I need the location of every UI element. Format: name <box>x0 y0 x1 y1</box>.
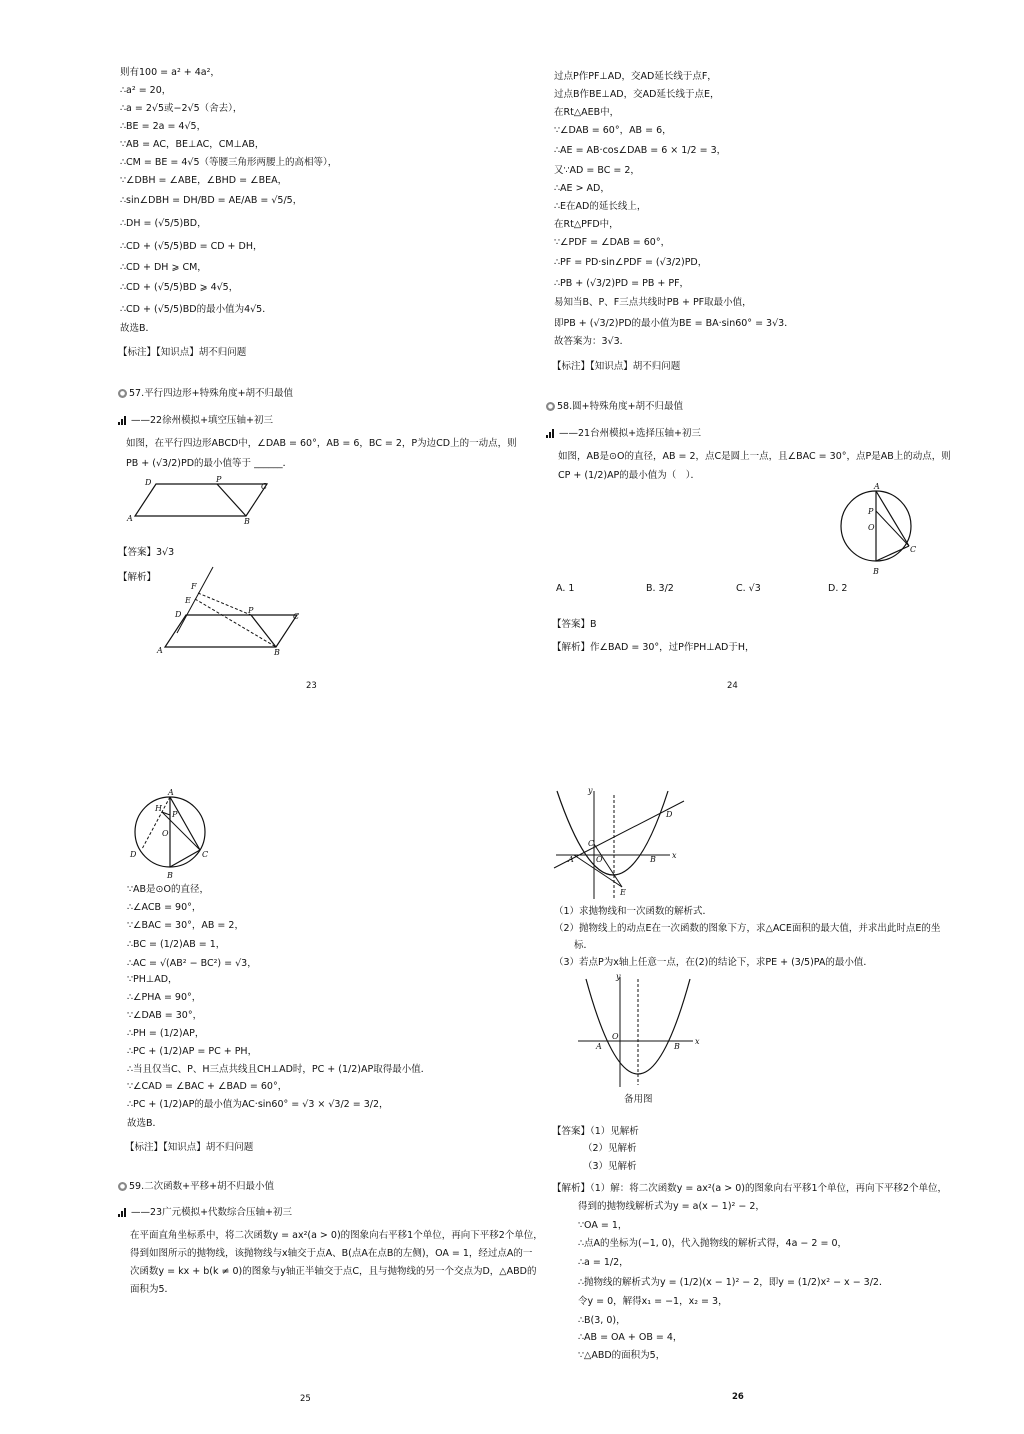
parabola-figure <box>552 786 692 901</box>
solution-line: ∴PC + (1/2)AP = PC + PH， <box>127 1046 258 1057</box>
solution-line: ∵AB是⊙O的直径， <box>127 884 209 895</box>
label-a: A <box>874 482 880 491</box>
answer-label: 【答案】（1）见解析 <box>552 1126 639 1137</box>
label-o: O <box>612 1032 619 1041</box>
solution-line: 在Rt△PFD中， <box>554 219 619 230</box>
parabola-backup-figure <box>578 972 703 1087</box>
label-a: A <box>127 514 133 523</box>
answer-label: 【答案】3√3 <box>118 547 175 558</box>
answer-label: 【答案】B <box>552 619 597 630</box>
solution-line: ∵∠DBH = ∠ABE，∠BHD = ∠BEA， <box>120 175 288 186</box>
bulb-icon: ● <box>547 403 554 410</box>
label-a: A <box>568 855 574 864</box>
solution-line: ∵∠DAB = 60°，AB = 6， <box>554 125 672 136</box>
label-h: H <box>155 804 162 813</box>
problem-text: 如图，AB是⊙O的直径，AB = 2，点C是圆上一点，且∠BAC = 30°，点P是AB上的动点，则 <box>558 451 951 462</box>
label-o: O <box>868 523 875 532</box>
solution-line: ∴CD + (√5/5)BD ⩾ 4√5， <box>120 282 239 293</box>
solution-line: 过点B作BE⊥AD，交AD延长线于点E， <box>554 89 720 100</box>
option-b: B. 3/2 <box>646 583 674 594</box>
label-y: y <box>616 972 621 981</box>
analysis-line: ∴抛物线的解析式为y = (1/2)(x − 1)² − 2，即y = (1/2)x² − x − 3/2． <box>578 1277 889 1288</box>
question-line: （3）若点P为x轴上任意一点，在(2)的结论下，求PE + (3/5)PA的最小值． <box>554 957 873 968</box>
label-c: C <box>910 545 917 554</box>
label-a: A <box>168 788 174 797</box>
solution-line: ∴CD + DH ⩾ CM， <box>120 262 207 273</box>
solution-line: ∴AE > AD， <box>554 183 610 194</box>
solution-line: ∵AB = AC，BE⊥AC，CM⊥AB， <box>120 139 265 150</box>
problem-text: 得到如图所示的抛物线，该抛物线与x轴交于点A、B(点A在点B的左侧)，OA = 1，经过点A的一 <box>130 1248 533 1259</box>
solution-line: 又∵AD = BC = 2， <box>554 165 640 176</box>
circle-solution-figure <box>128 787 218 880</box>
solution-line: ∵PH⊥AD， <box>127 974 178 985</box>
analysis-line: ∴点A的坐标为(−1, 0)，代入抛物线的解析式得，4a − 2 = 0， <box>578 1238 847 1249</box>
analysis-line: 得到的抛物线解析式为y = a(x − 1)² − 2， <box>578 1201 765 1212</box>
question-line: 标． <box>574 940 594 951</box>
question-line: （1）求抛物线和一次函数的解析式． <box>554 906 713 917</box>
solution-line: 故选B． <box>120 323 156 334</box>
label-c: C <box>261 482 268 491</box>
label-c: C <box>202 850 209 859</box>
solution-line: 故答案为：3√3． <box>554 336 630 347</box>
problem-text: 面积为5． <box>130 1284 175 1295</box>
label-a: A <box>157 646 163 655</box>
solution-line: 过点P作PF⊥AD，交AD延长线于点F， <box>554 71 717 82</box>
label-c: C <box>293 612 300 621</box>
option-c: C. √3 <box>736 583 761 594</box>
bar-signal-icon <box>546 429 555 438</box>
solution-line: ∴CD + (√5/5)BD的最小值为4√5． <box>120 304 272 315</box>
analysis-line: ∵△ABD的面积为5， <box>578 1350 666 1361</box>
solution-line: ∴AE = AB·cos∠DAB = 6 × 1/2 = 3， <box>554 145 727 156</box>
problem-source: ——23广元模拟+代数综合压轴+初三 <box>118 1206 292 1219</box>
page-number: 24 <box>727 681 738 691</box>
solution-line: ∴当且仅当C、P、H三点共线且CH⊥AD时，PC + (1/2)AP取得最小值． <box>127 1064 431 1075</box>
label-o: O <box>162 829 169 838</box>
figure-caption: 备用图 <box>624 1094 653 1105</box>
analysis-line: ∴AB = OA + OB = 4， <box>578 1332 683 1343</box>
solution-line: ∴a² = 20， <box>120 85 172 96</box>
page-23 <box>0 0 517 700</box>
solution-line: ∴CD + (√5/5)BD = CD + DH， <box>120 241 263 252</box>
label-b: B <box>650 855 656 864</box>
solution-line: ∴PB + (√3/2)PD = PB + PF， <box>554 278 690 289</box>
label-a: A <box>596 1042 602 1051</box>
label-e: E <box>185 596 191 605</box>
solution-line: ∴PF = PD·sin∠PDF = (√3/2)PD， <box>554 257 708 268</box>
problem-text: 次函数y = kx + b(k ≠ 0)的图象与y轴正半轴交于点C，且与抛物线的另一个交点为D，△ABD的 <box>130 1266 537 1277</box>
problem-source: ——21台州模拟+选择压轴+初三 <box>546 427 701 440</box>
answer-item: （3）见解析 <box>583 1161 637 1172</box>
problem-source: ——22徐州模拟+填空压轴+初三 <box>118 414 273 427</box>
note-label: 【标注】【知识点】胡不归问题 <box>118 347 247 358</box>
label-d: D <box>175 610 182 619</box>
problem-text: 如图，在平行四边形ABCD中，∠DAB = 60°，AB = 6，BC = 2，P为边CD上的一动点，则 <box>126 438 517 449</box>
analysis-line: 令y = 0，解得x₁ = −1，x₂ = 3， <box>578 1296 728 1307</box>
solution-line: ∴AC = √(AB² − BC²) = √3， <box>127 958 257 969</box>
question-line: （2）抛物线上的动点E在一次函数的图象下方，求△ACE面积的最大值，并求出此时点E的坐 <box>554 923 941 934</box>
solution-line: ∴E在AD的延长线上， <box>554 201 647 212</box>
solution-line: ∵∠DAB = 30°， <box>127 1010 203 1021</box>
label-p: P <box>868 507 874 516</box>
problem-text: PB + (√3/2)PD的最小值等于 ______． <box>126 458 293 469</box>
page-number: 23 <box>306 681 317 691</box>
bar-signal-icon <box>118 1208 127 1217</box>
solution-line: ∴BC = (1/2)AB = 1， <box>127 939 226 950</box>
page-25 <box>0 717 543 1417</box>
circle-figure <box>838 483 918 578</box>
parallelogram-figure <box>125 477 275 527</box>
label-b: B <box>674 1042 680 1051</box>
label-f: F <box>191 582 197 591</box>
label-p: P <box>216 475 222 484</box>
label-y: y <box>588 786 593 795</box>
label-d: D <box>145 478 152 487</box>
solution-line: ∵∠CAD = ∠BAC + ∠BAD = 60°， <box>127 1081 288 1092</box>
page-26 <box>512 717 1012 1417</box>
answer-item: （2）见解析 <box>583 1143 637 1154</box>
problem-text: CP + (1/2)AP的最小值为（ ）． <box>558 470 701 481</box>
problem-text: 在平面直角坐标系中，将二次函数y = ax²(a > 0)的图象向右平移1个单位，再向下平移2个单位， <box>130 1230 543 1241</box>
option-a: A. 1 <box>556 583 575 594</box>
page-number: 26 <box>732 1392 744 1402</box>
bulb-icon: ● <box>119 1183 126 1190</box>
solution-line: ∴DH = (√5/5)BD， <box>120 218 207 229</box>
page-24 <box>512 0 1012 700</box>
solution-line: ∴PH = (1/2)AP， <box>127 1028 205 1039</box>
parallelogram-solution-figure <box>155 567 305 657</box>
analysis-line: ∴B(3, 0)， <box>578 1315 626 1326</box>
problem-title: ● 59.二次函数+平移+胡不归最小值 <box>119 1181 275 1192</box>
note-label: 【标注】【知识点】胡不归问题 <box>552 361 681 372</box>
label-b: B <box>873 567 879 576</box>
solution-line: ∴∠PHA = 90°， <box>127 992 202 1003</box>
label-b: B <box>274 648 280 657</box>
analysis-label: 【解析】 <box>118 572 157 583</box>
solution-line: ∵∠BAC = 30°，AB = 2， <box>127 920 244 931</box>
label-c: C <box>588 839 595 848</box>
solution-line: 故选B． <box>127 1118 163 1129</box>
solution-line: ∴∠ACB = 90°， <box>127 902 202 913</box>
label-b: B <box>244 517 250 526</box>
analysis-line: ∴a = 1/2， <box>578 1257 629 1268</box>
solution-line: ∴CM = BE = 4√5（等腰三角形两腰上的高相等）， <box>120 157 338 168</box>
page-number: 25 <box>300 1394 311 1404</box>
note-label: 【标注】【知识点】胡不归问题 <box>125 1142 254 1153</box>
solution-line: ∴sin∠DBH = DH/BD = AE/AB = √5/5， <box>120 195 303 206</box>
label-p: P <box>248 606 254 615</box>
problem-title: ● 58.圆+特殊角度+胡不归最值 <box>547 401 684 412</box>
label-o: O <box>596 855 603 864</box>
label-p: P <box>172 810 178 819</box>
problem-title: ● 57.平行四边形+特殊角度+胡不归最值 <box>119 388 294 399</box>
label-x: x <box>695 1037 700 1046</box>
solution-line: 易知当B、P、F三点共线时PB + PF取最小值， <box>554 297 752 308</box>
solution-line: ∴a = 2√5或−2√5（舍去）， <box>120 103 243 114</box>
label-b: B <box>167 871 173 880</box>
solution-line: 即PB + (√3/2)PD的最小值为BE = BA·sin60° = 3√3． <box>554 318 794 329</box>
bar-signal-icon <box>118 416 127 425</box>
option-d: D. 2 <box>828 583 848 594</box>
analysis-line: ∵OA = 1， <box>578 1220 628 1231</box>
analysis-line: 【解析】作∠BAD = 30°，过P作PH⊥AD于H， <box>552 642 755 653</box>
solution-line: ∴BE = 2a = 4√5， <box>120 121 207 132</box>
solution-line: 则有100 = a² + 4a²， <box>120 67 220 78</box>
analysis-line: 【解析】（1）解：将二次函数y = ax²(a > 0)的图象向右平移1个单位，再向下平移2个单位， <box>552 1183 948 1194</box>
solution-line: 在Rt△AEB中， <box>554 107 620 118</box>
label-e: E <box>620 888 626 897</box>
solution-line: ∵∠PDF = ∠DAB = 60°， <box>554 237 671 248</box>
label-d: D <box>130 850 137 859</box>
label-x: x <box>672 851 677 860</box>
solution-line: ∴PC + (1/2)AP的最小值为AC·sin60° = √3 × √3/2 = 3/2， <box>127 1099 389 1110</box>
bulb-icon: ● <box>119 390 126 397</box>
label-d: D <box>666 810 673 819</box>
